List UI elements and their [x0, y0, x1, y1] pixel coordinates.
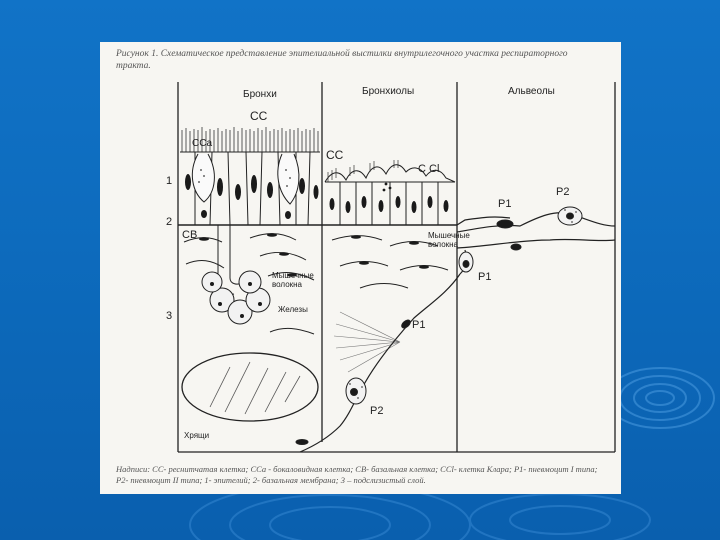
layer-label-1: 1 — [166, 175, 173, 187]
layer-label-2: 2 — [166, 216, 173, 228]
label-cc-bronchi: CC — [250, 109, 268, 123]
region-label-bronchi: Бронхи — [243, 89, 277, 100]
epithelium-diagram — [100, 42, 621, 494]
figure-sheet — [100, 42, 621, 494]
label-p1-alveoli: P1 — [498, 198, 512, 210]
label-cca: CCa — [192, 138, 213, 149]
label-p1-cell: P1 — [478, 271, 492, 283]
label-p1-lower: P1 — [412, 319, 426, 331]
figure-legend: Надписи: СС- реснитчатая клетка; ССа - бокаловидная клетка; СВ- базальная клетка; CCl- клетка Клара; P1- пневмоцит I типа; P2- пневмоцит II типа; 1- эпителий; 2- базальная мембрана; 3 – подслизистый слой. — [116, 464, 598, 485]
layer-label-3: 3 — [166, 310, 173, 322]
label-muscle-fibers-bronchioles: Мышечные волокна — [428, 231, 470, 249]
label-cartilage: Хрящи — [184, 431, 210, 440]
label-p2-lower: P2 — [370, 405, 384, 417]
label-p2-alveoli: P2 — [556, 186, 570, 198]
region-label-alveoli: Альвеолы — [508, 86, 555, 97]
region-label-bronchioles: Бронхиолы — [362, 86, 415, 97]
label-muscle-fibers-bronchi: Мышечные волокна — [272, 271, 314, 289]
label-cc-bronchioles: CC — [326, 148, 344, 162]
label-ccl: C Cl — [418, 163, 440, 175]
cartilage — [182, 353, 318, 421]
bronchi-epithelium — [180, 152, 320, 225]
figure-caption: Рисунок 1. Схематическое представление эпителиальной выстилки внутрилегочного участка респираторного тракта. — [116, 49, 568, 71]
label-glands: Железы — [278, 305, 308, 314]
gland — [202, 225, 270, 324]
label-cb: CB — [182, 229, 198, 241]
